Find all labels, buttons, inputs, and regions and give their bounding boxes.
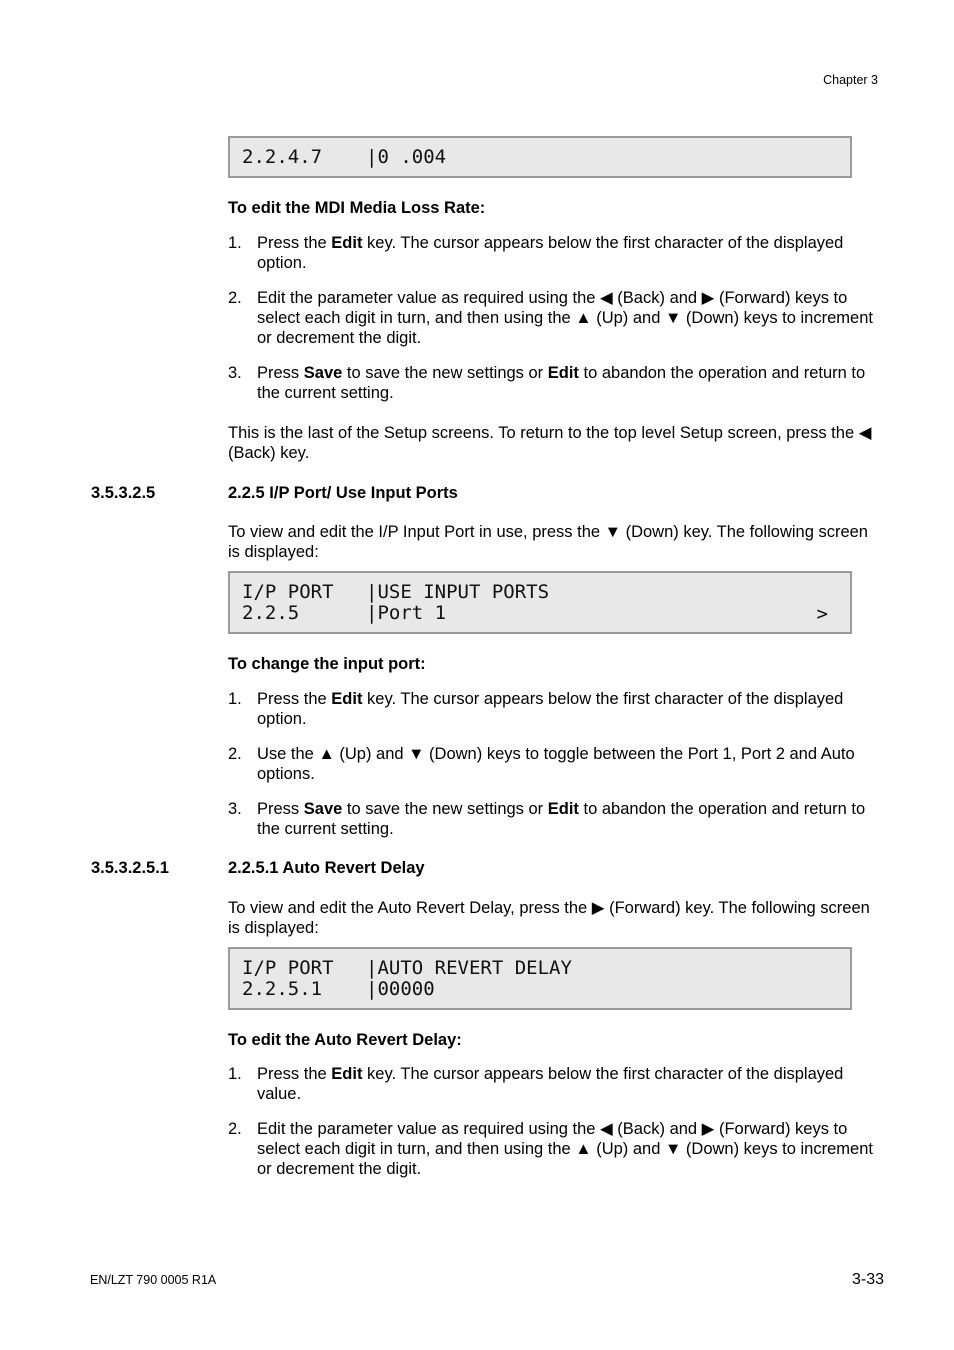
lcd-row1-left: I/P PORT [242, 581, 334, 603]
lcd-row1-left: 2.2.4.7 [242, 146, 323, 168]
lcd-row2-left: 2.2.5.1 [242, 978, 323, 1000]
mdi-closing-paragraph: This is the last of the Setup screens. To return to the top level Setup screen, press the ◀ (Back) key. [228, 424, 872, 462]
lcd-more-arrow-icon: > [816, 603, 828, 625]
page-number: 3-33 [851, 1271, 884, 1288]
lcd-screen-revert [228, 947, 852, 1010]
lcd-row1-right: |AUTO REVERT DELAY [366, 957, 572, 979]
lcd-screen-mdi [228, 136, 852, 178]
section-number: 3.5.3.2.5 [91, 484, 156, 502]
subsection-title: 2.2.5.1 Auto Revert Delay [228, 859, 425, 877]
revert-intro-paragraph: To view and edit the Auto Revert Delay, press the ▶ (Forward) key. The following screen is displayed: [228, 899, 870, 937]
lcd-screen-ports [228, 571, 852, 634]
lcd-row1-left: I/P PORT [242, 957, 334, 979]
ports-heading: To change the input port: [228, 655, 426, 673]
section-title: 2.2.5 I/P Port/ Use Input Ports [228, 484, 458, 502]
subsection-number: 3.5.3.2.5.1 [91, 859, 169, 877]
lcd-row1-right: |0 .004 [366, 146, 447, 168]
lcd-row1-right: |USE INPUT PORTS [366, 581, 550, 603]
document-id: EN/LZT 790 0005 R1A [90, 1273, 217, 1287]
lcd-row2-right: |Port 1 [366, 602, 447, 624]
revert-heading: To edit the Auto Revert Delay: [228, 1031, 462, 1049]
lcd-row2-right: |00000 [366, 978, 435, 1000]
chapter-label: Chapter 3 [823, 73, 878, 87]
mdi-heading: To edit the MDI Media Loss Rate: [228, 199, 486, 217]
lcd-row2-left: 2.2.5 [242, 602, 300, 624]
ports-intro-paragraph: To view and edit the I/P Input Port in use, press the ▼ (Down) key. The following screen is displayed: [228, 523, 868, 561]
